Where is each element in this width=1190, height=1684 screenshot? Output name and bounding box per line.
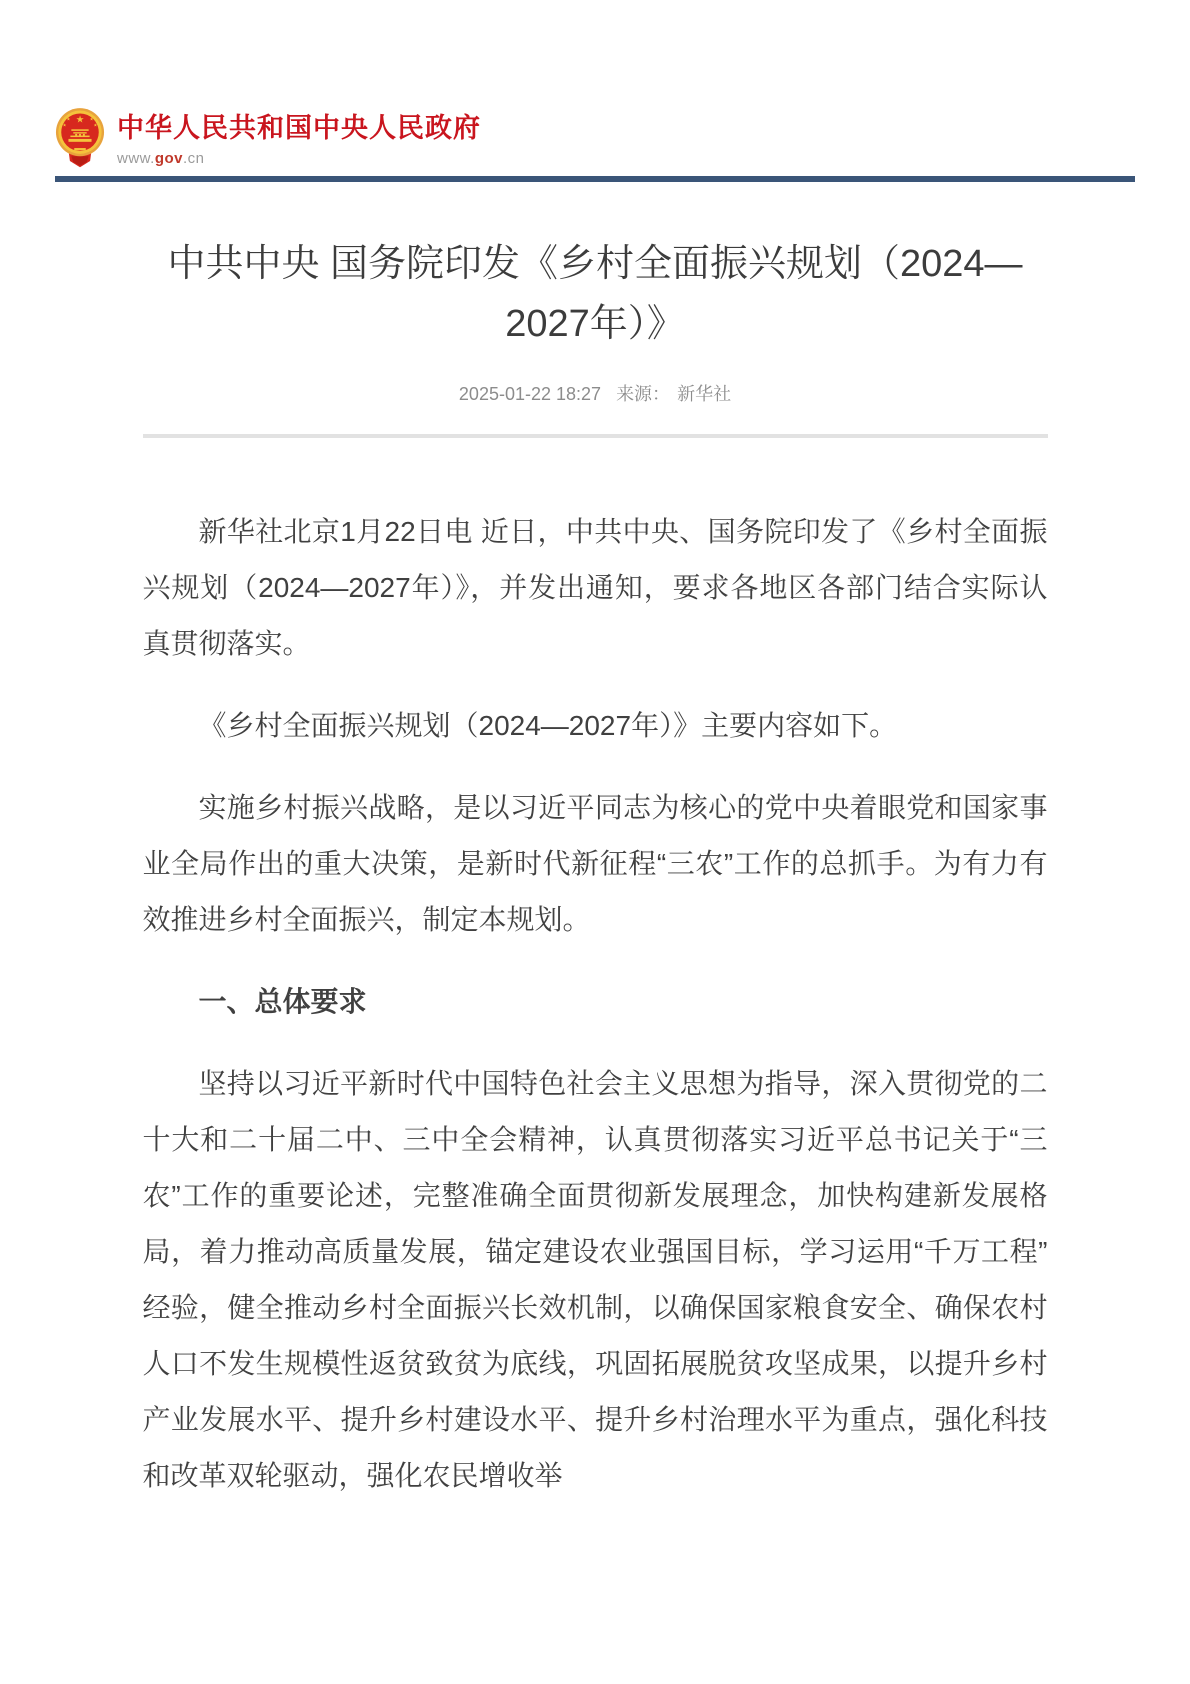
article-paragraph: 实施乡村振兴战略，是以习近平同志为核心的党中央着眼党和国家事业全局作出的重大决策，是新时代新征程“三农”工作的总抓手。为有力有效推进乡村全面振兴，制定本规划。 (142, 792, 1048, 935)
article-title: 中共中央 国务院印发《乡村全面振兴规划（2024—2027年）》 (167, 243, 1023, 345)
site-url-cn: .cn (183, 149, 205, 167)
article-meta (143, 380, 1048, 406)
svg-text:★: ★ (93, 123, 98, 129)
svg-text:★: ★ (75, 114, 85, 126)
svg-text:★: ★ (89, 117, 94, 123)
article-paragraph: 坚持以习近平新时代中国特色社会主义思想为指导，深入贯彻党的二十大和二十届二中、三中全会精神，认真贯彻落实习近平总书记关于“三农”工作的重要论述，完整准确全面贯彻新发展理念，加快构建新发展格局，着力推动高质量发展，锚定建设农业强国目标，学习运用“千万工程”经验，健全推动乡村全面振兴长效机制，以确保国家粮食安全、确保农村人口不发生规模性返贫致贫为底线，巩固拓展脱贫攻坚成果，以提升乡村产业发展水平、提升乡村建设水平、提升乡村治理水平为重点，强化科技和改革双轮驱动，强化农民增收举 (142, 1068, 1048, 1491)
site-name: 中华人民共和国中央人民政府 (117, 113, 481, 143)
site-header (55, 0, 1135, 182)
meta-divider (143, 434, 1048, 438)
site-url (117, 150, 481, 167)
article-body (143, 504, 1048, 1504)
svg-text:★: ★ (66, 117, 71, 123)
site-url-gov: gov (154, 149, 184, 167)
site-logo-link[interactable] (55, 106, 1135, 176)
national-emblem-icon (55, 106, 105, 168)
site-logo-text (117, 106, 481, 167)
article (143, 234, 1048, 1610)
article-date: 2025-01-22 18:27 (458, 384, 602, 404)
article-source: 新华社 (677, 384, 732, 404)
svg-text:★: ★ (62, 123, 67, 129)
article-paragraph: 《乡村全面振兴规划（2024—2027年）》主要内容如下。 (198, 710, 898, 741)
article-paragraph: 新华社北京1月22日电 近日，中共中央、国务院印发了《乡村全面振兴规划（2024—2027年）》，并发出通知，要求各地区各部门结合实际认真贯彻落实。 (142, 516, 1048, 659)
article-source-label: 来源： (616, 384, 671, 404)
site-url-www: www. (117, 149, 155, 167)
section-heading: 一、总体要求 (198, 986, 367, 1017)
